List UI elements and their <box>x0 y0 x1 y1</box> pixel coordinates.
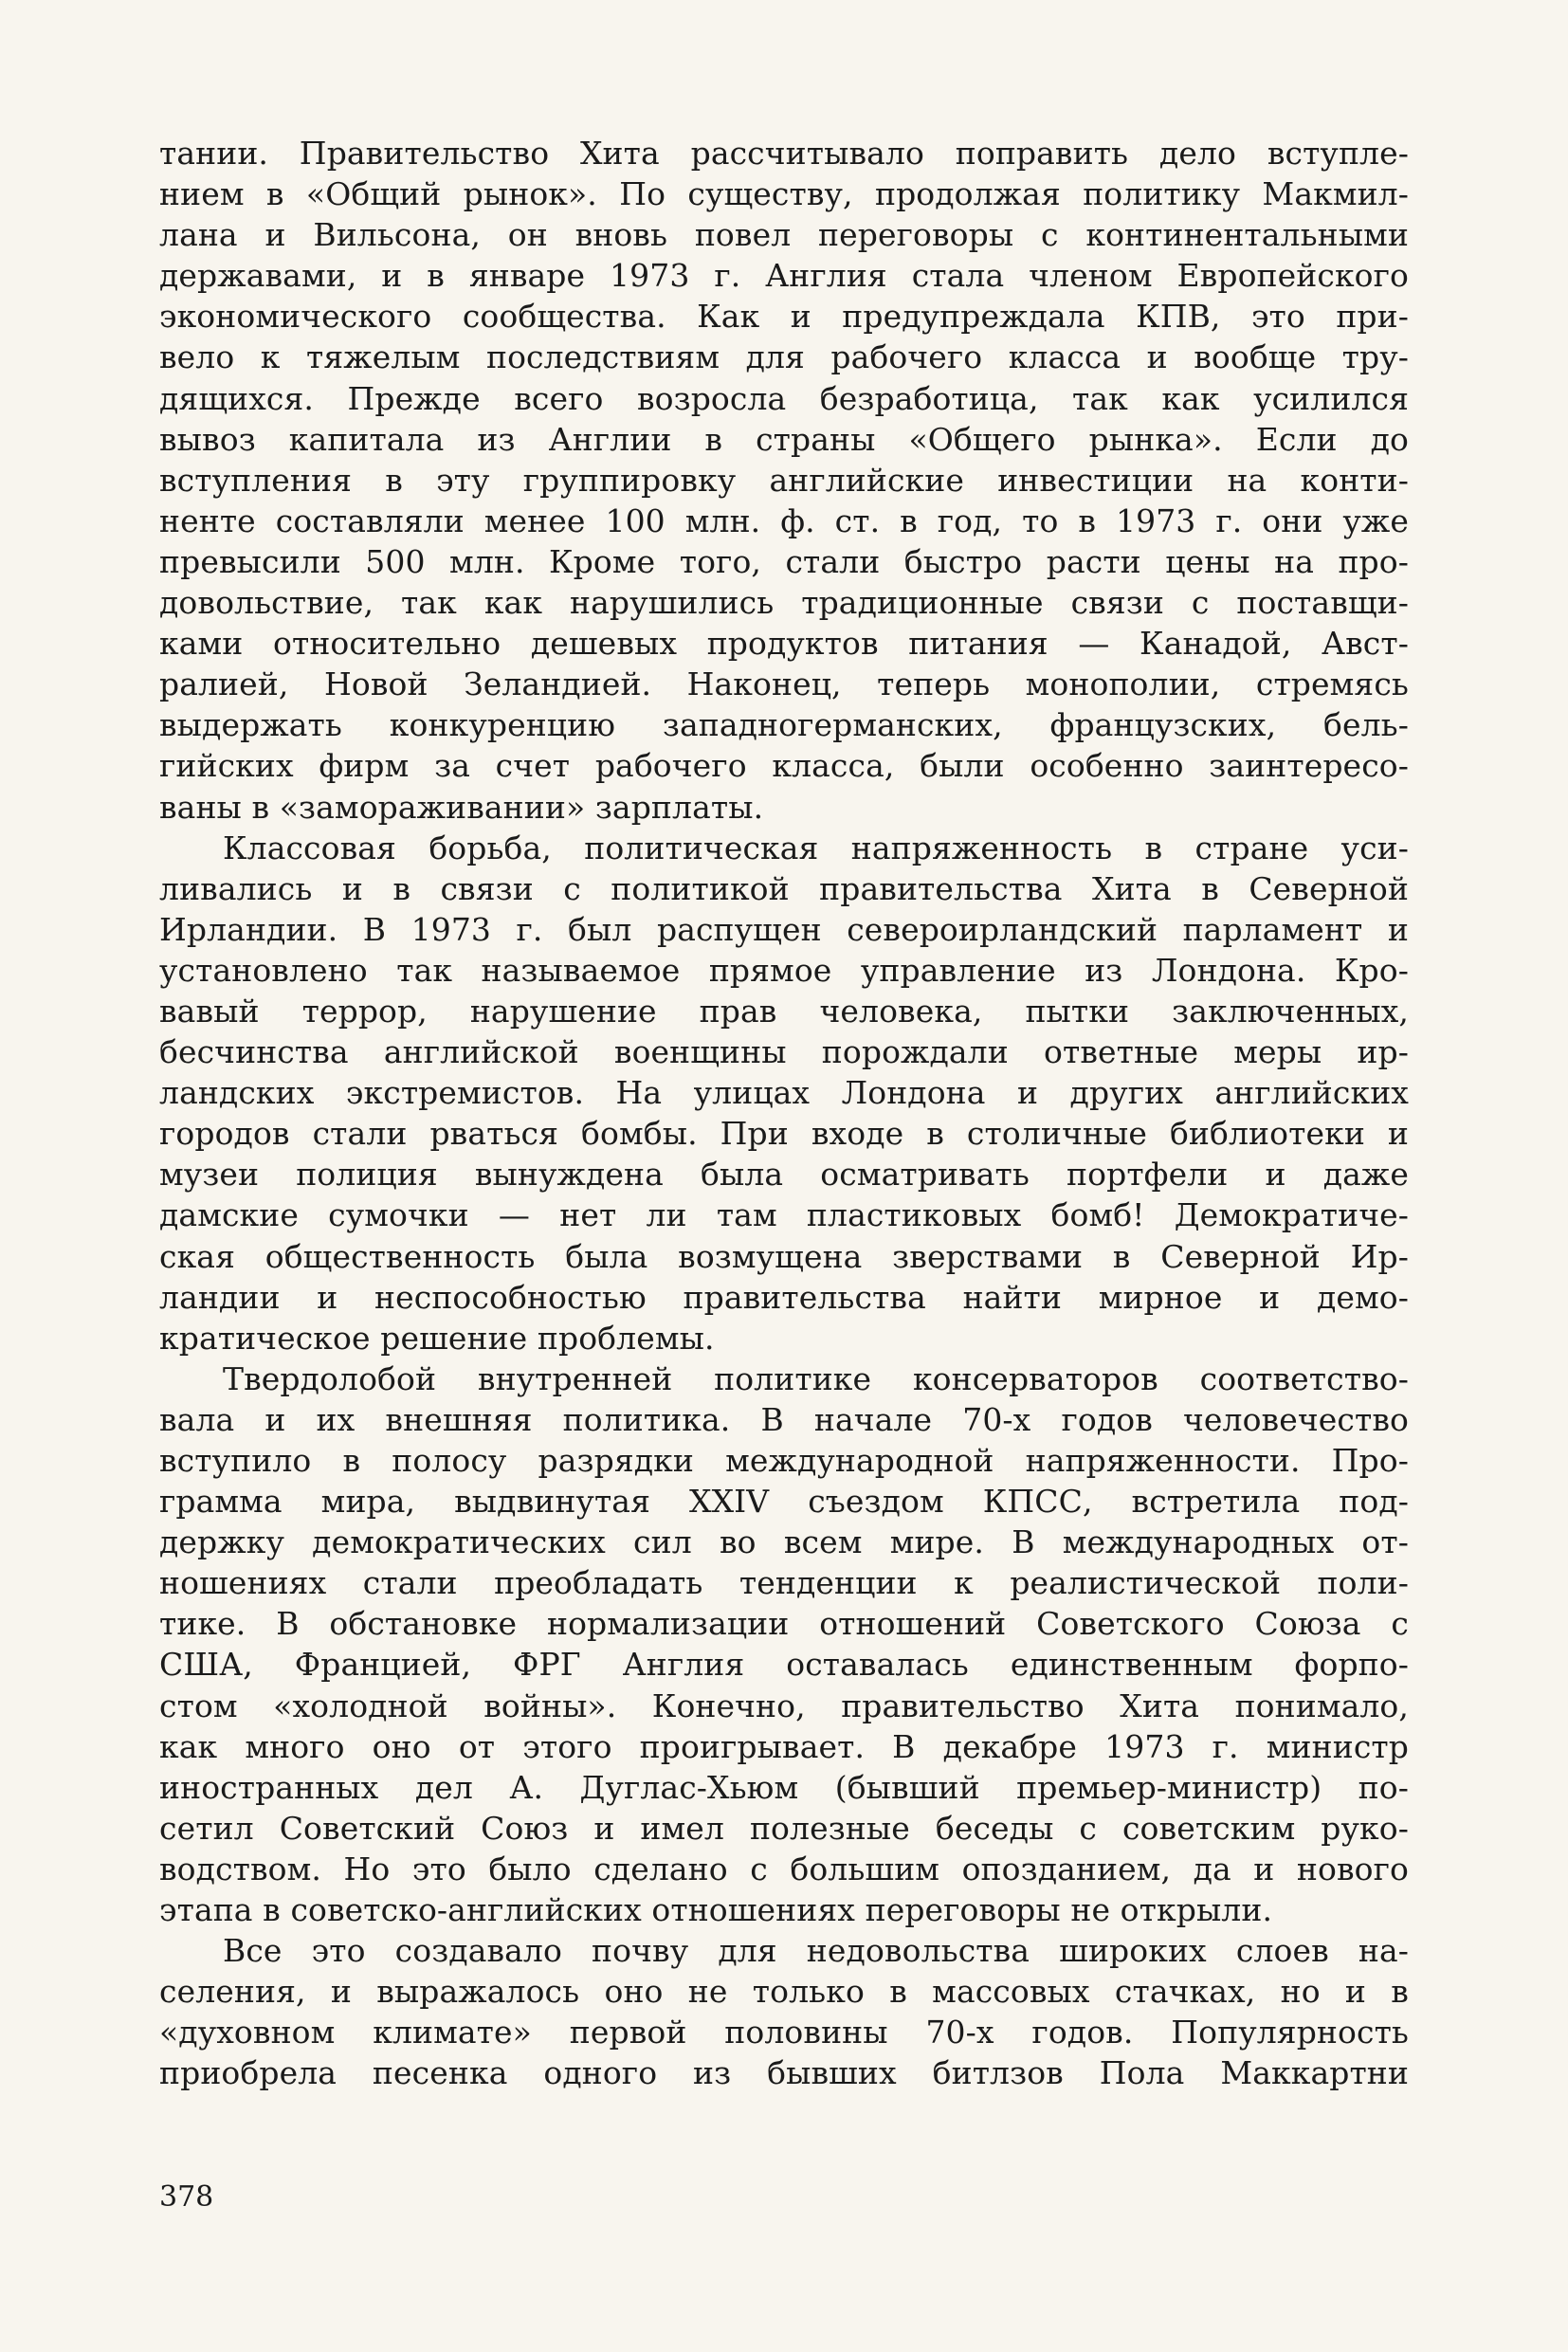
paragraph <box>159 828 1409 1358</box>
text-line: вала и их внешняя политика. В начале 70-х годов человечество <box>159 1400 1409 1438</box>
text-line: бесчинства английской военщины порождали ответные меры ир- <box>159 1033 1409 1071</box>
text-line: вело к тяжелым последствиям для рабочего класса и вообще тру- <box>159 338 1409 376</box>
text-line: вступило в полосу разрядки международной напряженности. Про- <box>159 1442 1409 1479</box>
text-line: ская общественность была возмущена зверствами в Северной Ир- <box>159 1237 1409 1275</box>
text-line: держку демократических сил во всем мире. В международных от- <box>159 1523 1409 1561</box>
text-line: ралией, Новой Зеландией. Наконец, теперь монополии, стремясь <box>159 665 1409 703</box>
text-line: ношениях стали преобладать тенденции к реалистической поли- <box>159 1564 1409 1602</box>
text-line: вступления в эту группировку английские инвестиции на конти- <box>159 461 1409 499</box>
text-line: ваны в «замораживании» зарплаты. <box>159 788 764 826</box>
text-line: кратическое решение проблемы. <box>159 1319 715 1357</box>
text-line: державами, и в январе 1973 г. Англия стала членом Европейского <box>159 257 1409 295</box>
page-number: 378 <box>159 2180 214 2214</box>
text-line: «духовном климате» первой половины 70-х годов. Популярность <box>159 2014 1409 2051</box>
text-line: довольствие, так как нарушились традиционные связи с поставщи- <box>159 584 1409 622</box>
text-line: Все это создавало почву для недовольства широких слоев на- <box>223 1932 1409 1970</box>
text-line: дящихся. Прежде всего возросла безработица, так как усилился <box>159 379 1409 417</box>
text-line: ландии и неспособностью правительства найти мирное и демо- <box>159 1278 1409 1316</box>
text-line: ненте составляли менее 100 млн. ф. ст. в год, то в 1973 г. они уже <box>159 501 1409 539</box>
text-line: приобрела песенка одного из бывших битлзов Пола Маккартни <box>159 2054 1409 2092</box>
paragraph <box>159 133 1409 828</box>
text-line: превысили 500 млн. Кроме того, стали быстро расти цены на про- <box>159 542 1409 580</box>
text-line: США, Францией, ФРГ Англия оставалась единственным форпо- <box>159 1646 1409 1684</box>
text-line: грамма мира, выдвинутая XXIV съездом КПСС, встретила под- <box>159 1483 1409 1521</box>
page-body <box>159 133 1409 2094</box>
text-line: лана и Вильсона, он вновь повел переговоры с континентальными <box>159 216 1409 254</box>
paragraph <box>159 1358 1409 1930</box>
text-line: Классовая борьба, политическая напряженность в стране уси- <box>223 829 1409 866</box>
text-line: стом «холодной войны». Конечно, правительство Хита понимало, <box>159 1687 1409 1724</box>
text-line: водством. Но это было сделано с большим опозданием, да и нового <box>159 1850 1409 1887</box>
text-line: сетил Советский Союз и имел полезные беседы с советским руко- <box>159 1809 1409 1847</box>
text-line: дамские сумочки — нет ли там пластиковых бомб! Демократиче- <box>159 1196 1409 1234</box>
text-line: ливались и в связи с политикой правительства Хита в Северной <box>159 869 1409 907</box>
text-line: установлено так называемое прямое управление из Лондона. Кро- <box>159 951 1409 989</box>
text-line: этапа в советско-английских отношениях переговоры не открыли. <box>159 1891 1273 1929</box>
text-line: ландских экстремистов. На улицах Лондона и других английских <box>159 1074 1409 1112</box>
paragraph <box>159 1930 1409 2093</box>
text-column <box>159 133 1409 2094</box>
text-line: селения, и выражалось оно не только в массовых стачках, но и в <box>159 1973 1409 2011</box>
text-line: вывоз капитала из Англии в страны «Общего рынка». Если до <box>159 420 1409 458</box>
text-line: ками относительно дешевых продуктов питания — Канадой, Авст- <box>159 625 1409 663</box>
text-line: гийских фирм за счет рабочего класса, были особенно заинтересо- <box>159 747 1409 785</box>
text-line: иностранных дел А. Дуглас-Хьюм (бывший премьер-министр) по- <box>159 1768 1409 1806</box>
text-line: вавый террор, нарушение прав человека, пытки заключенных, <box>159 992 1409 1030</box>
text-line: тании. Правительство Хита рассчитывало поправить дело вступле- <box>159 135 1409 172</box>
text-line: нием в «Общий рынок». По существу, продолжая политику Макмил- <box>159 175 1409 213</box>
text-line: Твердолобой внутренней политике консерваторов соответство- <box>223 1359 1409 1397</box>
text-line: музеи полиция вынуждена была осматривать портфели и даже <box>159 1156 1409 1194</box>
text-line: тике. В обстановке нормализации отношений Советского Союза с <box>159 1605 1409 1643</box>
text-line: экономического сообщества. Как и предупреждала КПВ, это при- <box>159 298 1409 336</box>
text-line: Ирландии. В 1973 г. был распущен североирландский парламент и <box>159 910 1409 948</box>
text-line: как много оно от этого проигрывает. В декабре 1973 г. министр <box>159 1727 1409 1765</box>
text-line: городов стали рваться бомбы. При входе в столичные библиотеки и <box>159 1115 1409 1153</box>
text-line: выдержать конкуренцию западногерманских, французских, бель- <box>159 706 1409 744</box>
